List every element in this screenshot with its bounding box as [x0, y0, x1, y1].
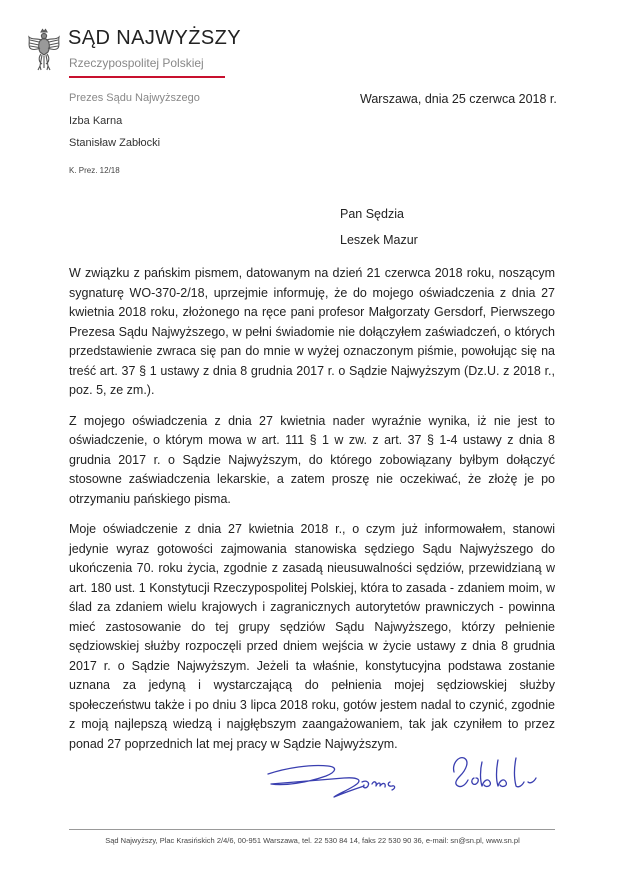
letter-body	[69, 264, 555, 765]
polish-eagle-emblem-icon	[26, 28, 62, 72]
footer-contact: Sąd Najwyższy, Plac Krasińskich 2/4/6, 00-951 Warszawa, tel. 22 530 84 14, faks 22 530 90 36, e-mail: sn@sn.pl, www.sn.pl	[105, 836, 520, 845]
header-accent-line	[69, 76, 225, 78]
body-paragraph-2: Z mojego oświadczenia z dnia 27 kwietnia nader wyraźnie wynika, iż nie jest to oświadczenie, o którym mowa w art. 111 § 1 w zw. z art. 37 § 1-4 ustawy z dnia 8 grudnia 2017 r. o Sądzie Najwyższym, do którego zobowiązany byłbym dołączyć stosowne zaświadczenia lekarskie, a zatem proszę nie oczekiwać, że złożę je po otrzymaniu pańskiego pisma.	[69, 413, 555, 506]
institution-subtitle: Rzeczypospolitej Polskiej	[69, 56, 204, 70]
handwritten-signature-icon	[266, 742, 556, 812]
body-paragraph-1: W związku z pańskim pismem, datowanym na dzień 21 czerwca 2018 roku, noszącym sygnaturę WO-370-2/18, uprzejmie informuję, że do mojego oświadczenia z dnia 27 kwietnia 2018 roku, złożonego na ręce pani profesor Małgorzaty Gersdorf, Pierwszego Prezesa Sądu Najwyższego, w pełni świadomie nie dołączyłem zaświadczeń, o których przedstawienie zwraca się pan do mnie w wyżej oznaczonym piśmie, powołując się na treść art. 37 § 1 ustawy z dnia 8 grudnia 2017 r. o Sądzie Najwyższym (Dz.U. z 2018 r., poz. 5, ze zm.).	[69, 266, 555, 397]
recipient-name: Leszek Mazur	[340, 233, 418, 247]
letter-date: Warszawa, dnia 25 czerwca 2018 r.	[360, 92, 557, 106]
sender-title: Prezes Sądu Najwyższego	[69, 92, 200, 104]
institution-name: SĄD NAJWYŻSZY	[68, 27, 241, 49]
reference-number: K. Prez. 12/18	[69, 166, 120, 175]
body-paragraph-3: Moje oświadczenie z dnia 27 kwietnia 2018 r., o czym już informowałem, stanowi jedynie wyraz gotowości zajmowania stanowiska sędziego Sądu Najwyższego do ukończenia 70. roku życia, zgodnie z zasadą nieusuwalności sędziów, przewidzianą w art. 180 ust. 1 Konstytucji Rzeczypospolitej Polskiej, która to zasada - zdaniem moim, w ślad za zdaniem wielu krajowych i zagranicznych autorytetów prawniczych - powinna mieć zastosowanie do tej grupy sędziów Sądu Najwyższego, którzy pełnienie sędziowskiej służby rozpoczęli przed dniem wejścia w życie ustawy z dnia 8 grudnia 2017 r. o Sądzie Najwyższym. Jeżeli ta właśnie, konstytucyjna podstawa zostanie uznana za jedyną i wystarczającą do pełnienia mojej sędziowskiej służby społeczeństwu także i po dniu 3 lipca 2018 roku, gotów jestem nadal to czynić, zgodnie z moją najlepszą wiedzą i najgłębszym zaangażowaniem, tak jak czyniłem to przez ponad 27 poprzednich lat mej pracy w Sądzie Najwyższym.	[69, 522, 555, 751]
footer-divider	[69, 829, 555, 830]
sender-name: Stanisław Zabłocki	[69, 137, 161, 149]
sender-chamber: Izba Karna	[69, 115, 123, 127]
recipient-salutation: Pan Sędzia	[340, 207, 404, 221]
